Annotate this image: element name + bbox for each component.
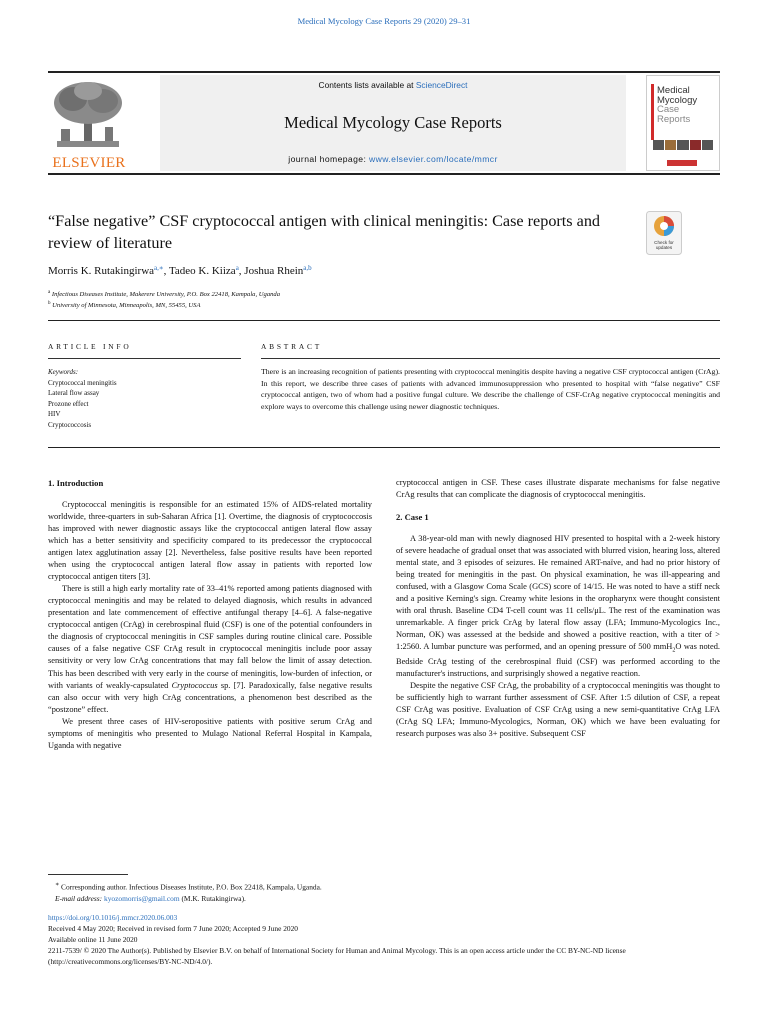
affiliation-text: Infectious Diseases Institute, Makerere University, P.O. Box 22418, Kampala, Uganda <box>51 291 281 298</box>
email-link[interactable]: kyozomorris@gmail.com <box>104 893 180 903</box>
check-for-updates-icon[interactable] <box>646 211 682 255</box>
cover-image-strip <box>653 140 713 150</box>
affiliation-text: University of Minnesota, Minneapolis, MN, 55455, USA <box>52 302 201 310</box>
affiliation <box>48 300 648 311</box>
cover-line: Case <box>657 104 680 116</box>
section-heading-case-1: 2. Case 1 <box>396 512 429 523</box>
paragraph: We present three cases of HIV-seropositive patients with positive serum CrAg and symptoms of meningitis who presented to Mulago National Referral Hospital in Kampala, Uganda with negative <box>48 716 372 750</box>
paragraph: Cryptococcal meningitis is responsible for an estimated 15% of AIDS-related mortality worldwide, three-quarters in sub-Saharan Africa [1]. Overtime, the diagnosis of cryptococcosis has improved with newer diagnostic assays like the cryptococcal antigen lateral flow assay which has a better sensitivity and specificity compared to its predecessor the cryptococcal antigen latex agglutination assay [2]. Nevertheless, false positive results have been reported when using the cryptococcal antigen lateral flow assay in patients with reported low cryptococcal antigen titers [3]. <box>48 500 372 582</box>
masthead-bottom-rule <box>48 173 720 175</box>
contents-line <box>160 80 626 92</box>
author-name[interactable]: Joshua Rhein <box>244 265 304 277</box>
author-affil-mark[interactable]: a,b <box>303 264 312 272</box>
article-info-rule <box>48 358 241 359</box>
journal-cover-thumbnail[interactable] <box>646 75 720 171</box>
author-name[interactable]: Tadeo K. Kiiza <box>168 265 236 277</box>
masthead-top-rule <box>48 71 720 73</box>
keyword: Cryptococcal meningitis <box>48 378 117 387</box>
paragraph-text: O was noted. Bedside CrAg testing of the cerebrospinal fluid (CSF) was performed according to the manufacturer's instructions, and surprisingly showed a negative reaction. <box>396 642 721 678</box>
contents-prefix: Contents lists available at <box>318 80 416 90</box>
author-name[interactable]: Morris K. Rutakingirwa <box>48 265 155 277</box>
doi-link[interactable]: https://doi.org/10.1016/j.mmcr.2020.06.003 <box>48 913 178 922</box>
keyword: Lateral flow assay <box>48 389 100 397</box>
section-heading-introduction: 1. Introduction <box>48 478 104 488</box>
footnote-mark: ∗ <box>55 882 60 888</box>
elsevier-logo[interactable] <box>48 77 130 171</box>
cover-footer-mark <box>667 160 697 166</box>
journal-title: Medical Mycology Case Reports <box>284 113 502 132</box>
publication-info <box>48 912 720 968</box>
paragraph <box>48 583 372 715</box>
received-dates: Received 4 May 2020; Received in revised form 7 June 2020; Accepted 9 June 2020 <box>48 924 298 934</box>
available-online: Available online 11 June 2020 <box>48 935 138 945</box>
email-suffix: (M.K. Rutakingirwa). <box>179 893 246 903</box>
corresponding-author-note <box>48 881 720 893</box>
sciencedirect-link[interactable]: ScienceDirect <box>415 80 468 90</box>
keyword: Cryptococcosis <box>48 420 92 429</box>
email-line <box>48 893 720 904</box>
keywords-block <box>48 367 228 430</box>
cover-title <box>657 86 697 125</box>
abstract-text: There is an increasing recognition of patients presenting with cryptococcal meningitis despite having a negative CSF cryptococcal antigen (CrAg). In this report, we describe three cases of patients with advanced immunosuppression who presented to hospital with “false negative” CSF cryptococcal antigen, two of whom had a positive fungal culture. We describe the challenge of CSF-CrAg negative cryptococcal meningitis and explore ways to overcome this challenge using newer diagnostic techniques. <box>261 367 720 412</box>
body-column-right <box>396 477 720 740</box>
cover-line: Reports <box>657 114 691 126</box>
masthead <box>48 71 720 175</box>
cover-accent-bar <box>651 84 654 140</box>
crossmark-label <box>654 240 674 250</box>
footnote-rule <box>48 874 128 875</box>
elsevier-wordmark: ELSEVIER <box>52 155 126 171</box>
body-column-left <box>48 477 372 752</box>
paragraph-text: There is still a high early mortality rate of 33–41% reported among patients diagnosed with cryptococcal meningitis and may be related to delayed diagnosis, which results in advanced presentation and late commencement of effective antifungal therapy [4–6]. A false-negative cryptococcal antigen (CrAg) in cerebrospinal fluid (CSF) is one of the potential confounders in the diagnosis of cryptococcal meningitis in CSF samples during routine clinical care. Possible causes of a false negative CSF CrAg result in cryptococcal meningitis include poor assay sensitivity or very low CrAg concentrations that may fall below the limit of assay detection. This has been described with very early in the course of meningitis, low-burden of infection, or with variants of weakly-capsulated <box>48 584 372 690</box>
species-name: Cryptococcus <box>171 680 218 690</box>
paragraph-text: sp. [7]. Paradoxically, false negative results can also occur with very high CrAg concentrations, a phenomenon best described as the “postzone” effect. <box>48 680 372 714</box>
keywords-label: Keywords: <box>48 368 79 376</box>
homepage-link[interactable]: www.elsevier.com/locate/mmcr <box>369 154 498 164</box>
author-list: Morris K. Rutakingirwa$^{a,∗}$, Tadeo K. Kiiza$^a$, Joshua Rhein$^{a,b}$ <box>48 264 312 277</box>
crossmark-label-line-1: Check for <box>654 240 674 245</box>
section-divider <box>48 320 720 321</box>
email-label: E-mail address: <box>55 893 103 903</box>
paragraph <box>396 533 720 679</box>
author-affil-mark[interactable]: a <box>235 264 239 272</box>
author-affil-mark[interactable]: a,∗ <box>154 264 164 272</box>
article-info-heading: ARTICLE INFO <box>48 342 132 351</box>
homepage-prefix: journal homepage: <box>288 154 370 164</box>
affiliations <box>48 289 648 311</box>
affiliation-mark: b <box>48 301 51 307</box>
keyword: Prozone effect <box>48 399 89 408</box>
footnote <box>48 881 720 904</box>
homepage-line <box>160 153 626 165</box>
cover-line: Mycology <box>657 94 698 106</box>
abstract-rule <box>261 358 720 359</box>
subscript: 2 <box>672 648 676 655</box>
abstract-heading: ABSTRACT <box>261 342 323 351</box>
paper-title: “False negative” CSF cryptococcal antigen with clinical meningitis: Case reports and review of literature <box>48 212 601 253</box>
paragraph: Despite the negative CSF CrAg, the probability of a cryptococcal meningitis was thought to be sufficiently high to warrant further assessment of CSF. After 1:5 dilution of CSF, a repeat CSF CrAg was positive. Evaluation of CSF CrAg using a new semi-quantitative CrAg LFA (CrAg SQ LFA; Immuno-Mycologics, Norman, OK) which we have been evaluating for research purposes was also 3+ positive. Subsequent CSF <box>396 680 720 738</box>
journal-reference[interactable]: Medical Mycology Case Reports 29 (2020) 29–31 <box>297 16 471 26</box>
affiliation <box>48 289 648 300</box>
paragraph: cryptococcal antigen in CSF. These cases illustrate disparate mechanisms for false negative CrAg results that can complicate the diagnosis of cryptococcal meningitis. <box>396 478 720 500</box>
section-divider <box>48 447 720 448</box>
cover-line: Medical <box>657 85 690 96</box>
corresponding-text: Corresponding author. Infectious Diseases Institute, P.O. Box 22418, Kampala, Uganda. <box>61 882 322 892</box>
crossmark-label-line-2: updates <box>655 245 673 250</box>
keyword: HIV <box>48 410 61 418</box>
affiliation-mark: a <box>48 290 51 295</box>
paragraph-text: A 38-year-old man with newly diagnosed HIV presented to hospital with a 2-week history of severe headache of gradual onset that was associated with blurred vision, hearing loss, altered mental state, and 3 episodes of seizures. He remained ART-naïve, and had no prior history of being treated for meningitis in the past. On physical examination, he was ill-appearing and confused, with a Glasgow Coma Scale (GCS) score of 14/15. He was noted to have a stiff neck and a positive Kerning's sign. Creamy white lesions in the oropharynx were thought consistent with oral thrush. Baseline CD4 T-cell count was 11 cells/μL. The rest of the examination was unremarkable. A finger prick CrAg by lateral flow assay (LFA; Immuno-Mycologics Inc., Norman, OK) was assessed at the bedside and showed a positive reaction, with a titer of > 1:2560. A lumbar puncture was performed, and an opening pressure of 500 mmH <box>396 534 720 652</box>
masthead-center <box>160 75 626 171</box>
elsevier-tree-icon <box>51 79 125 151</box>
license-statement: 2211-7539/ © 2020 The Author(s). Published by Elsevier B.V. on behalf of International Society for Human and Animal Mycology. This is an open access article under the CC BY-NC-ND license (http://creativecommons.org/licenses/BY-NC-ND/4.0/). <box>48 946 626 967</box>
